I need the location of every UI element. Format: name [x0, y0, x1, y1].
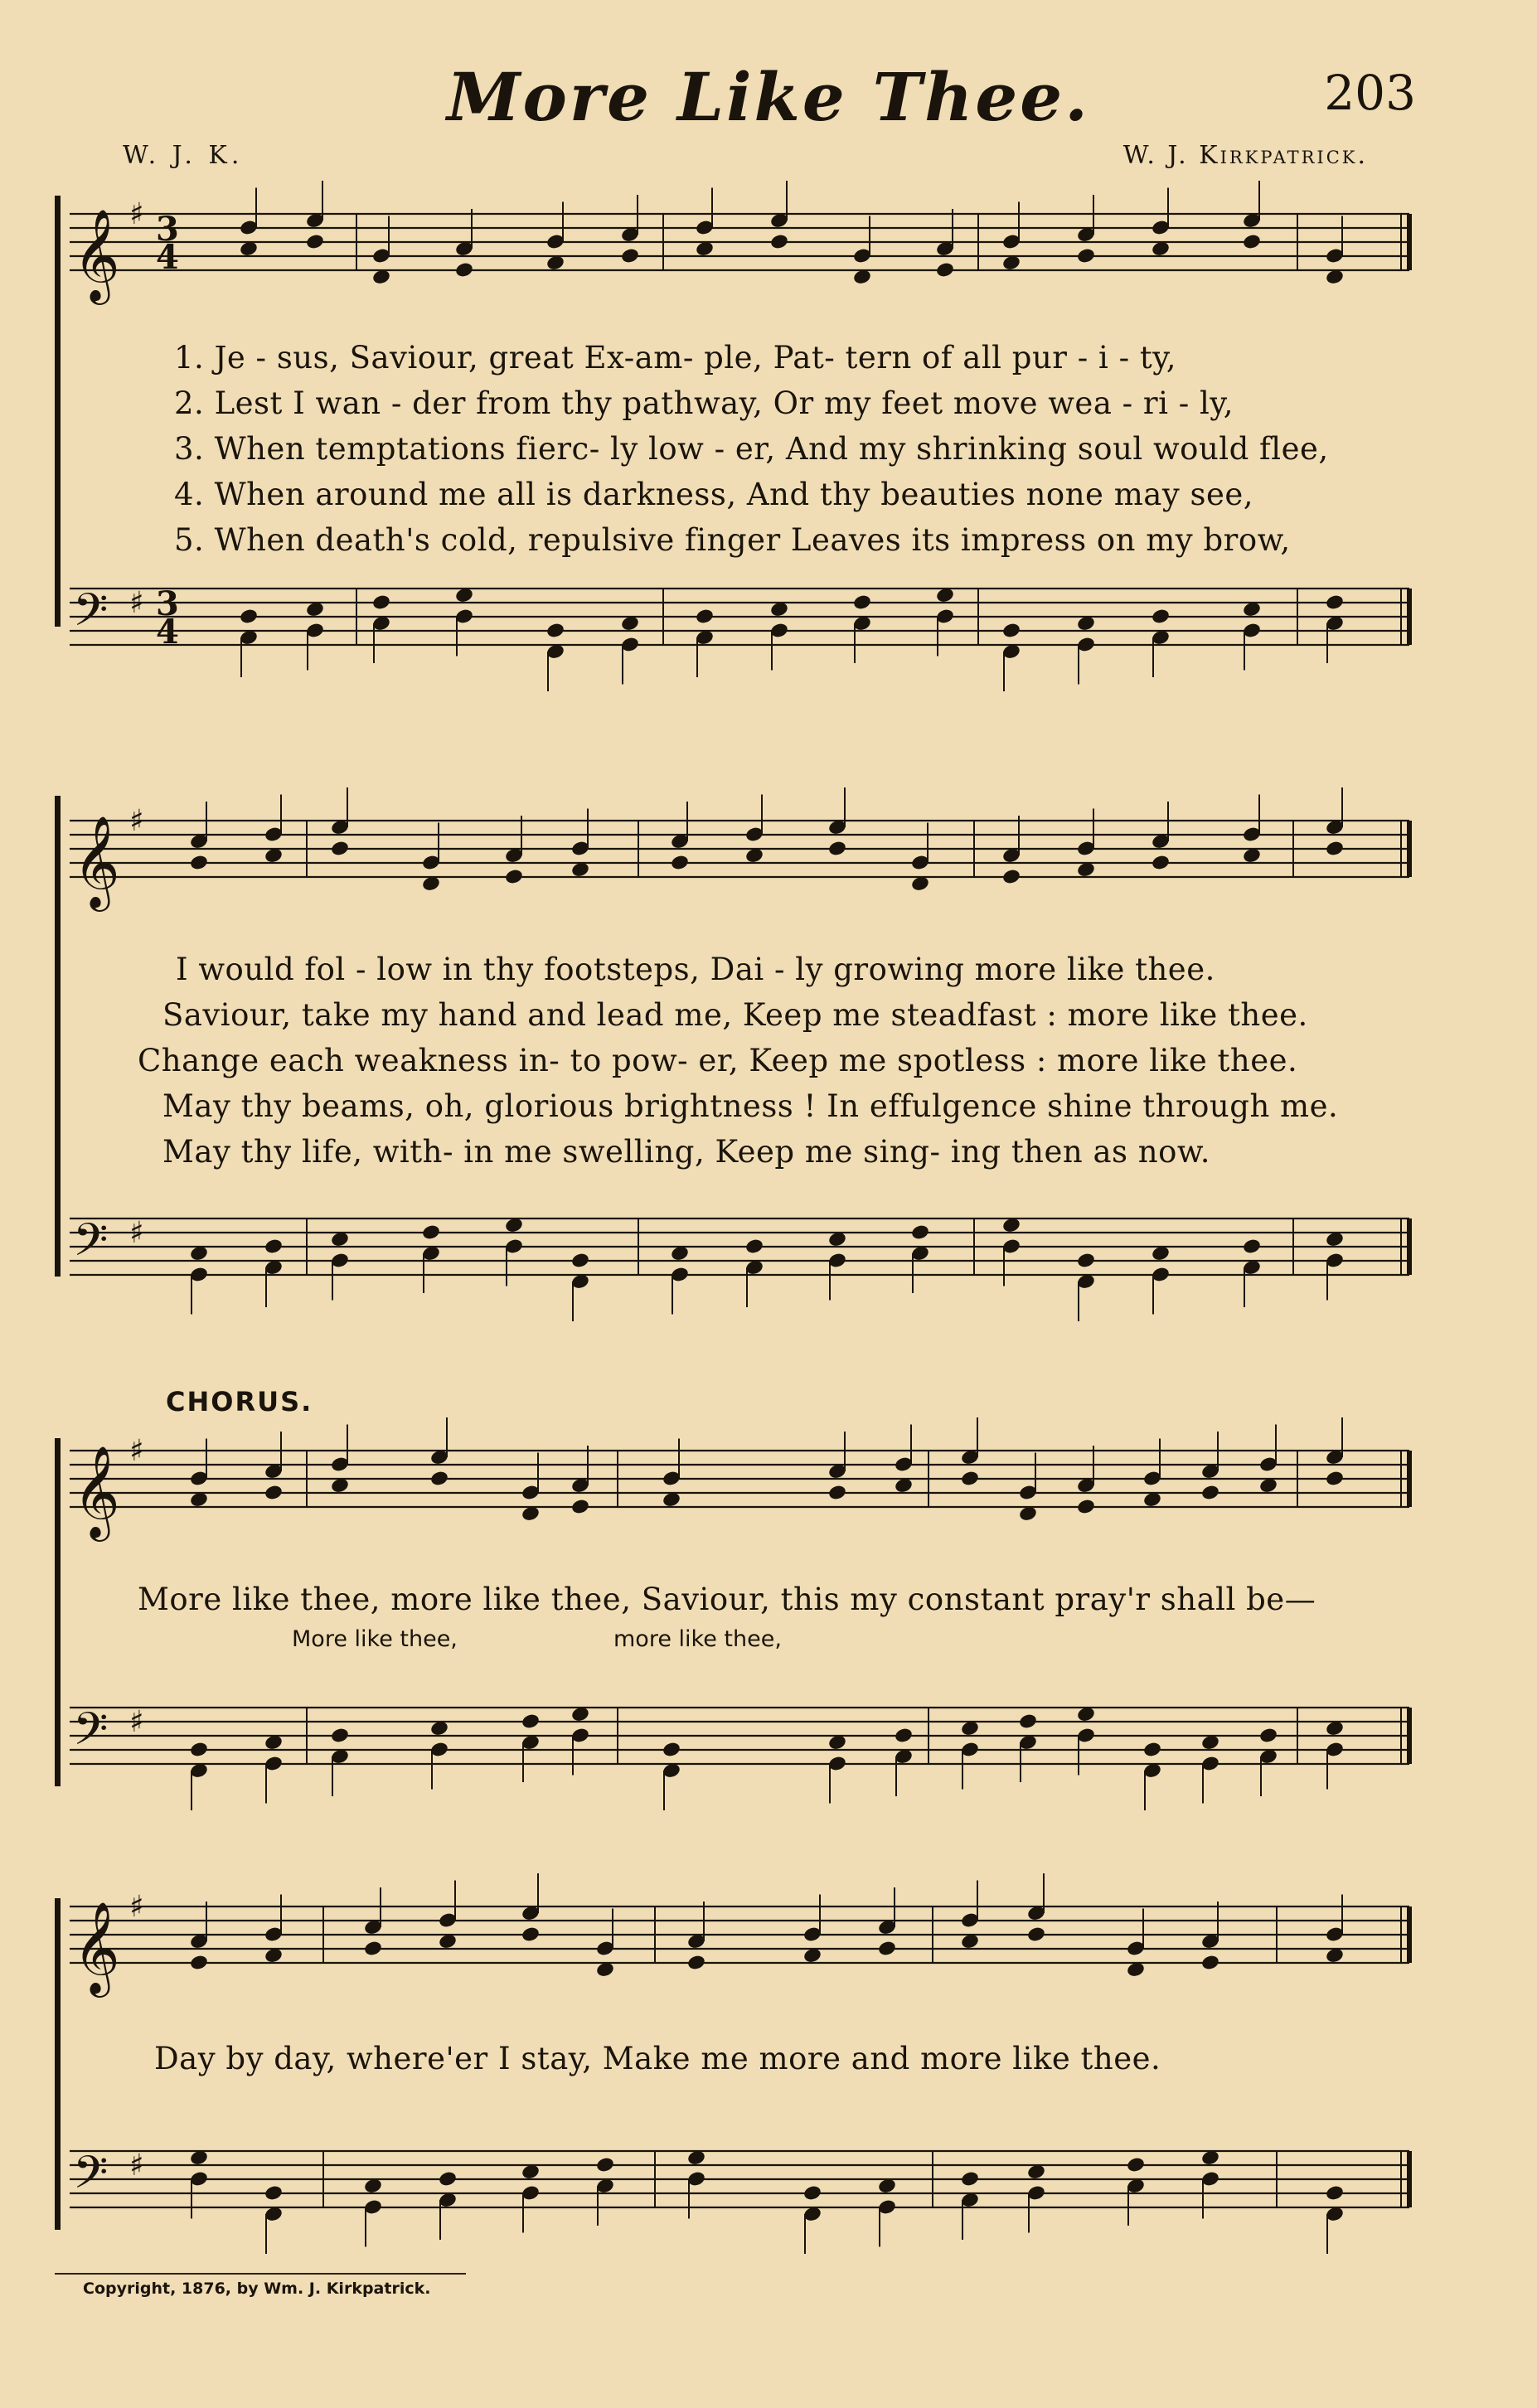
svg-text:♯: ♯ [129, 1705, 144, 1739]
svg-text:♯: ♯ [129, 586, 144, 620]
chorus-line-2: Day by day, where'er I stay, Make me more and more like thee. [154, 2041, 1161, 2076]
svg-text:𝄢: 𝄢 [73, 584, 109, 647]
verse-1-line-1: 1. Je - sus, Saviour, great Ex-am- ple, Pat- tern of all pur - i - ty, [174, 340, 1176, 375]
verse-2-line-2: Saviour, take my hand and lead me, Keep me steadfast : more like thee. [162, 997, 1308, 1033]
svg-text:♯: ♯ [129, 1434, 144, 1468]
verse-5-line-1: 5. When death's cold, repulsive finger Leaves its impress on my brow, [174, 522, 1291, 558]
hymn-title: More Like Thee. [447, 58, 1090, 136]
svg-text:♯: ♯ [129, 2149, 144, 2183]
verse-2-line-1: 2. Lest I wan - der from thy pathway, Or my feet move wea - ri - ly, [174, 385, 1234, 421]
svg-text:♯: ♯ [129, 1890, 144, 1924]
bass-staff-1 [70, 584, 1409, 652]
verse-3-line-2: Change each weakness in- to pow- er, Keep me spotless : more like thee. [138, 1043, 1298, 1078]
treble-staff-1 [70, 197, 1409, 305]
svg-text:𝄢: 𝄢 [73, 2146, 109, 2210]
verse-4-line-2: May thy beams, oh, glorious brightness ! In effulgence shine through me. [162, 1088, 1339, 1124]
chorus-label: CHORUS. [166, 1386, 313, 1417]
svg-text:𝄢: 𝄢 [73, 1703, 109, 1766]
svg-text:♯: ♯ [129, 1216, 144, 1250]
composer-credit: W. J. Kirkpatrick. [1122, 141, 1368, 170]
svg-text:4: 4 [156, 238, 179, 277]
svg-text:3: 3 [156, 584, 179, 623]
svg-text:𝄞: 𝄞 [73, 1445, 120, 1538]
verse-3-line-1: 3. When temptations fierc- ly low - er, And my shrinking soul would flee, [174, 431, 1329, 467]
page-number: 203 [1324, 65, 1416, 121]
svg-text:𝄞: 𝄞 [73, 1901, 120, 1994]
lyricist-credit: W. J. K. [123, 141, 244, 170]
svg-text:♯: ♯ [129, 197, 144, 231]
chorus-line-1: More like thee, more like thee, Saviour, this my constant pray'r shall be— [138, 1582, 1316, 1617]
footer-rule [55, 2273, 466, 2275]
svg-text:𝄞: 𝄞 [73, 815, 120, 908]
verse-5-line-2: May thy life, with- in me swelling, Keep me sing- ing then as now. [162, 1134, 1210, 1170]
svg-text:3: 3 [156, 210, 179, 249]
copyright-notice: Copyright, 1876, by Wm. J. Kirkpatrick. [83, 2280, 431, 2298]
svg-text:𝄢: 𝄢 [73, 1214, 109, 1277]
svg-text:𝄞: 𝄞 [73, 208, 120, 301]
chorus-echo-1: More like thee, [292, 1626, 458, 1652]
verse-1-line-2: I would fol - low in thy footsteps, Dai - ly growing more like thee. [176, 952, 1215, 987]
verse-4-line-1: 4. When around me all is darkness, And thy beauties none may see, [174, 477, 1254, 512]
svg-text:4: 4 [156, 613, 179, 652]
svg-text:♯: ♯ [129, 804, 144, 838]
chorus-echo-2: more like thee, [613, 1626, 782, 1652]
bass-staff-3 [70, 1703, 1409, 1766]
